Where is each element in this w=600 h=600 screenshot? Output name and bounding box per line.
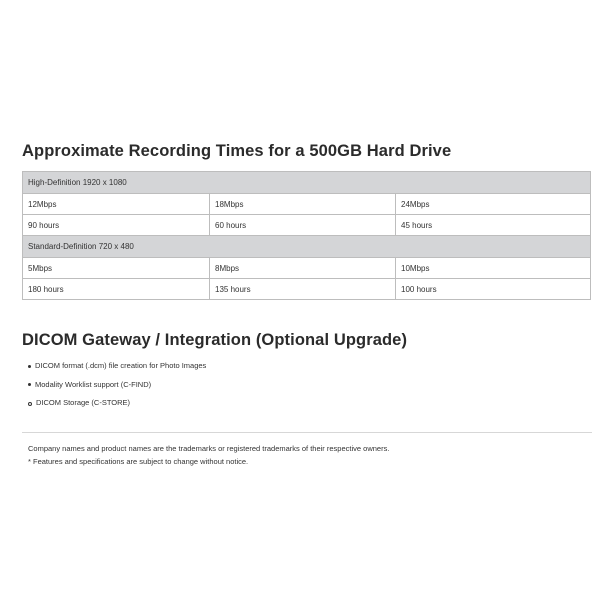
bitrate-cell: 18Mbps (210, 194, 396, 215)
bitrate-cell: 24Mbps (396, 194, 591, 215)
table-row-hours-sd (23, 279, 591, 300)
hours-cell: 100 hours (396, 279, 591, 300)
footer-divider (22, 432, 592, 433)
hours-cell: 180 hours (23, 279, 210, 300)
trademark-note: Company names and product names are the trademarks or registered trademarks of their respective owners. (28, 444, 390, 453)
list-item-text: DICOM Storage (C-STORE) (36, 398, 131, 407)
table-row-bitrate-hd (23, 194, 591, 215)
bitrate-cell: 5Mbps (23, 258, 210, 279)
hours-cell: 45 hours (396, 215, 591, 236)
hours-cell: 135 hours (210, 279, 396, 300)
list-item-text: DICOM format (.dcm) file creation for Photo Images (35, 361, 207, 370)
list-item-text: Modality Worklist support (C-FIND) (35, 379, 152, 389)
group-header-label: High-Definition 1920 x 1080 (23, 172, 591, 194)
table-group-header-sd (23, 236, 591, 258)
group-header-label: Standard-Definition 720 x 480 (23, 236, 591, 258)
bullet-icon (28, 365, 31, 368)
list-item (28, 398, 206, 417)
bitrate-cell: 8Mbps (210, 258, 396, 279)
list-item (28, 361, 206, 380)
footer-notes (28, 442, 389, 468)
list-item (28, 380, 206, 399)
table-row-bitrate-sd (23, 258, 591, 279)
bullet-icon (28, 383, 31, 386)
bitrate-cell: 12Mbps (23, 194, 210, 215)
change-notice: * Features and specifications are subject to change without notice. (28, 457, 249, 466)
table-group-header-hd (23, 172, 591, 194)
hours-cell: 60 hours (210, 215, 396, 236)
bitrate-cell: 10Mbps (396, 258, 591, 279)
recording-times-title: Approximate Recording Times for a 500GB Hard Drive (22, 142, 452, 160)
dicom-feature-list (28, 361, 206, 417)
recording-times-table (22, 171, 591, 300)
table-row-hours-hd (23, 215, 591, 236)
bullet-icon (28, 402, 32, 406)
dicom-section-title: DICOM Gateway / Integration (Optional Upgrade) (22, 331, 408, 349)
hours-cell: 90 hours (23, 215, 210, 236)
